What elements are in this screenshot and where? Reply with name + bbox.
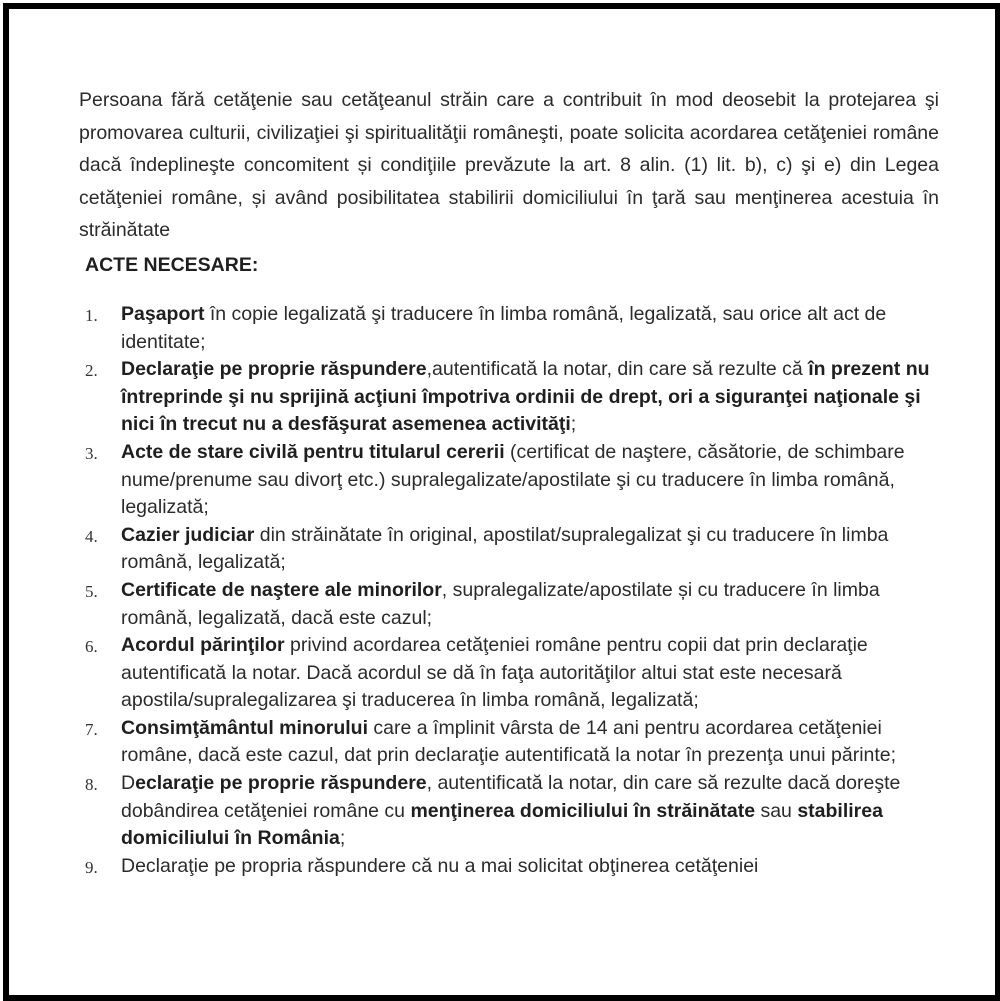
list-item-text: Declaraţie pe propria răspundere că nu a mai solicitat obţinerea cetăţeniei [121, 854, 759, 877]
list-item-number: 2. [85, 361, 98, 381]
section-heading: ACTE NECESARE: [85, 253, 259, 276]
list-item [79, 577, 939, 632]
list-item-text: privind acordarea cetăţeniei române pentru copii dat prin declaraţie autentificată la notar. Dacă acordul se dă în faţa autorităţilor altui stat este necesară apostila/supralegalizarea şi traducerea în limba română, legalizată; [121, 634, 868, 712]
list-item-bold-text: în prezent nu întreprinde şi nu sprijină acţiuni împotriva ordinii de drept, ori a siguranţei naţionale şi nici în trecut nu a desfăşurat asemenea activităţi [121, 358, 930, 436]
list-item-bold-text: Acte de stare civilă pentru titularul cererii [121, 440, 505, 463]
list-item-bold-text: Declaraţie pe proprie răspundere [121, 358, 427, 381]
list-item-text: care a împlinit vârsta de 14 ani pentru acordarea cetăţeniei române, dacă este cazul, dat prin declaraţie autentificată la notar în prezenţa unui părinte; [121, 716, 897, 767]
list-item-bold-text: menţinerea domiciliului în străinătate [410, 799, 756, 822]
list-item [79, 356, 939, 439]
list-item-bold-text: Cazier judiciar [121, 523, 255, 546]
list-item-number: 8. [85, 775, 98, 795]
list-item-number: 3. [85, 443, 98, 463]
list-item-bold-text: Paşaport [121, 302, 205, 325]
list-item-text: sau [755, 799, 798, 822]
list-item-bold-text: eclaraţie pe proprie răspundere [135, 772, 427, 795]
list-item [79, 301, 939, 356]
list-item [79, 522, 939, 577]
list-item-number: 5. [85, 581, 98, 601]
list-item-text: (certificat de naştere, căsătorie, de schimbare nume/prenume sau divorţ etc.) supralegalizate/apostilate şi cu traducere în limba română, legalizată; [121, 440, 905, 519]
document-body [79, 84, 939, 880]
list-item [79, 770, 939, 853]
list-item-text: din străinătate în original, apostilat/supralegalizat şi cu traducere în limba română, legalizată; [121, 523, 889, 574]
list-item-text: ; [339, 827, 346, 850]
document-frame [3, 3, 1000, 1001]
list-item-number: 1. [85, 305, 98, 325]
list-item-number: 6. [85, 637, 98, 657]
list-item-text: ; [570, 413, 577, 436]
list-item-text: , autentificată la notar, din care să rezulte dacă doreşte dobândirea cetăţeniei române cu [121, 772, 901, 822]
list-item [79, 439, 939, 522]
list-item-text: D [121, 772, 136, 795]
list-item-number: 9. [85, 857, 98, 877]
list-item-number: 7. [85, 719, 98, 739]
intro-paragraph: Persoana fără cetăţenie sau cetăţeanul străin care a contribuit în mod deosebit la protejarea şi promovarea culturii, civilizaţiei şi spiritualităţii româneşti, poate solicita acordarea cetăţeniei române dacă îndeplineşte concomitent și condiţiile prevăzute la art. 8 alin. (1) lit. b), c) şi e) din Legea cetăţeniei române, și având posibilitatea stabilirii domiciliului în ţară sau menţinerea acestuia în străinătate [79, 89, 939, 242]
list-item [79, 715, 939, 770]
list-item-text: , supralegalizate/apostilate și cu traducere în limba română, legalizată, dacă este cazul; [121, 578, 880, 629]
list-item-bold-text: Consimţământul minorului [121, 716, 369, 739]
list-item-bold-text: stabilirea domiciliului în România [121, 799, 883, 850]
list-item-text: ,autentificată la notar, din care să rezulte că [426, 358, 809, 381]
list-item-bold-text: Certificate de naştere ale minorilor [121, 578, 442, 601]
list-item-number: 4. [85, 526, 98, 546]
list-item [79, 632, 939, 715]
list-item-bold-text: Acordul părinţilor [121, 634, 285, 657]
requirements-list [79, 301, 939, 880]
list-item [79, 853, 939, 881]
list-item-text: în copie legalizată şi traducere în limba română, legalizată, sau orice alt act de identitate; [121, 302, 887, 353]
